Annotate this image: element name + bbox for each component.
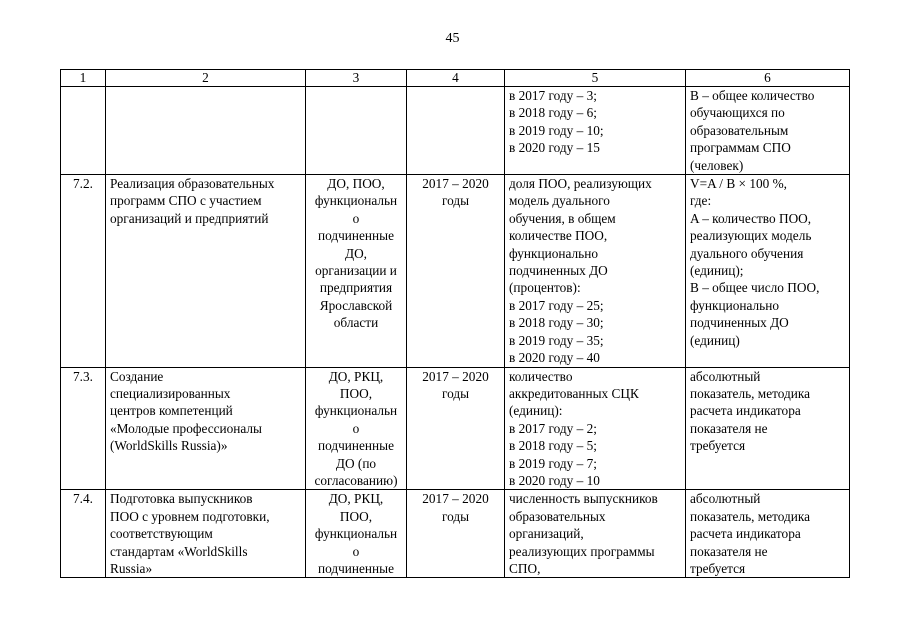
cell-activity-name [106,490,306,578]
cell-indicator [505,87,686,175]
cell-indicator-line: в 2017 году – 3; [509,88,597,103]
cell-executor-line: Ярославской [319,297,393,313]
cell-executor-line: ДО, ПОО, [327,176,385,192]
cell-indicator-line: обучения, в общем [509,210,616,226]
cell-method-line: В – общее число ПОО, [690,280,820,296]
cell-activity-name-line: организаций и предприятий [110,210,269,226]
cell-indicator-line: функционально [509,245,598,261]
cell-indicator-line: численность выпускников [509,491,658,507]
cell-executor-line: ПОО, [339,385,373,401]
program-table [60,69,850,578]
table-body [61,87,850,578]
cell-period-line: годы [441,193,470,209]
cell-activity-name-line: ПОО с уровнем подготовки, [110,508,270,524]
header-col-5: 5 [505,70,686,87]
cell-executor-line: подчиненные [317,560,395,576]
cell-indicator-line: в 2020 году – 40 [509,350,600,366]
cell-executor [306,367,407,490]
table-header-row [61,70,850,87]
cell-executor-line: функциональн [314,526,398,542]
cell-indicator-line: аккредитованных СЦК [509,385,639,401]
cell-indicator-line: в 2019 году – 7; [509,455,597,471]
cell-period [407,87,505,175]
cell-indicator-line: модель дуального [509,193,610,209]
cell-number [61,87,106,175]
cell-executor-line: области [333,315,379,331]
cell-indicator-line: (единиц): [509,403,563,419]
cell-indicator-line: организаций, [509,526,584,542]
cell-method-line: A – количество ПОО, [690,210,812,226]
cell-executor-line: ПОО, [339,508,373,524]
cell-activity-name-line: стандартам «WorldSkills [110,543,248,559]
cell-method-line: (единиц); [690,263,744,279]
cell-indicator-line: подчиненных ДО [509,263,608,279]
cell-period-line: 2017 – 2020 [422,491,489,507]
cell-executor-line: подчиненные [317,228,395,244]
cell-executor-line: согласованию) [314,472,398,488]
cell-method [686,367,850,490]
cell-indicator-line: в 2018 году – 6; [509,105,597,121]
cell-method-line: образовательным [690,122,789,138]
cell-activity-name-line: центров компетенций [110,403,233,419]
cell-indicator [505,490,686,578]
cell-method-line: абсолютный [690,368,761,384]
cell-indicator-line: доля ПОО, реализующих [509,176,652,192]
cell-indicator-line: реализующих программы [509,543,655,559]
cell-executor-line: ДО (по [335,455,377,471]
cell-method-line: V=A / B × 100 %, [690,176,787,192]
cell-activity-name [106,175,306,367]
cell-indicator-line: в 2019 году – 10; [509,122,604,138]
cell-period [407,367,505,490]
cell-executor-line: организации и [315,263,397,279]
cell-period-line: 2017 – 2020 [422,368,489,384]
cell-executor-line: ДО, РКЦ, [328,491,384,507]
cell-indicator-line: в 2018 году – 5; [509,438,597,454]
cell-method-line: программам СПО [690,140,791,156]
cell-method-line: обучающихся по [690,105,785,121]
cell-method [686,87,850,175]
cell-indicator-line: количестве ПОО, [509,228,608,244]
cell-period-line: 2017 – 2020 [422,176,489,192]
cell-executor-line: предприятия [319,280,393,296]
cell-executor-line: о [352,210,360,226]
cell-activity-name [106,87,306,175]
cell-period [407,490,505,578]
cell-executor-line: о [352,543,360,559]
cell-number: 7.4. [61,490,106,578]
cell-activity-name-line: специализированных [110,385,231,401]
cell-method [686,175,850,367]
cell-method-line: реализующих модель [690,228,812,244]
table-row [61,367,850,490]
cell-indicator-line: СПО, [509,560,541,576]
cell-activity-name-line: «Молодые профессионалы [110,420,262,436]
cell-number: 7.2. [61,175,106,367]
cell-method-line: В – общее количество [690,88,815,103]
cell-activity-name-line: Реализация образовательных [110,176,275,192]
cell-indicator-line: в 2020 году – 15 [509,140,600,156]
page-number: 45 [445,31,460,46]
cell-executor [306,175,407,367]
cell-indicator-line: в 2017 году – 25; [509,297,604,313]
cell-method-line: показателя не [690,420,768,436]
cell-activity-name-line: Russia» [110,560,153,576]
cell-indicator-line: образовательных [509,508,606,524]
cell-executor [306,87,407,175]
cell-method-line: показатель, методика [690,508,811,524]
table-row [61,490,850,578]
cell-executor [306,490,407,578]
cell-activity-name-line: программ СПО с участием [110,193,262,209]
cell-executor-line: о [352,420,360,436]
cell-method-line: (человек) [690,157,744,173]
cell-method-line: функционально [690,297,779,313]
table-row [61,175,850,367]
cell-method-line: показателя не [690,543,768,559]
header-col-4: 4 [407,70,505,87]
cell-executor-line: ДО, РКЦ, [328,368,384,384]
cell-method-line: где: [690,193,712,209]
cell-indicator-line: (процентов): [509,280,581,296]
header-col-1: 1 [61,70,106,87]
cell-indicator-line: количество [509,368,573,384]
cell-method-line: абсолютный [690,491,761,507]
cell-method-line: требуется [690,438,746,454]
cell-indicator-line: в 2017 году – 2; [509,420,597,436]
cell-indicator [505,367,686,490]
cell-method [686,490,850,578]
cell-method-line: показатель, методика [690,385,811,401]
table-row [61,87,850,175]
cell-executor-line: подчиненные [317,438,395,454]
cell-activity-name [106,367,306,490]
cell-executor-line: ДО, [345,245,367,261]
header-col-6: 6 [686,70,850,87]
cell-activity-name-line: соответствующим [110,526,213,542]
cell-method-line: расчета индикатора [690,403,801,419]
cell-method-line: подчиненных ДО [690,315,789,331]
cell-period-line: годы [441,385,470,401]
cell-method-line: расчета индикатора [690,526,801,542]
cell-method-line: дуального обучения [690,245,804,261]
cell-indicator-line: в 2020 году – 10 [509,472,600,488]
cell-indicator-line: в 2018 году – 30; [509,315,604,331]
cell-indicator [505,175,686,367]
cell-number: 7.3. [61,367,106,490]
cell-period-line: годы [441,508,470,524]
header-col-2: 2 [106,70,306,87]
cell-method-line: требуется [690,560,746,576]
cell-executor-line: функциональн [314,403,398,419]
cell-executor-line: функциональн [314,193,398,209]
cell-activity-name-line: (WorldSkills Russia)» [110,438,228,454]
cell-indicator-line: в 2019 году – 35; [509,332,604,348]
cell-activity-name-line: Создание [110,368,164,384]
cell-period [407,175,505,367]
cell-activity-name-line: Подготовка выпускников [110,491,253,507]
cell-method-line: (единиц) [690,332,740,348]
header-col-3: 3 [306,70,407,87]
